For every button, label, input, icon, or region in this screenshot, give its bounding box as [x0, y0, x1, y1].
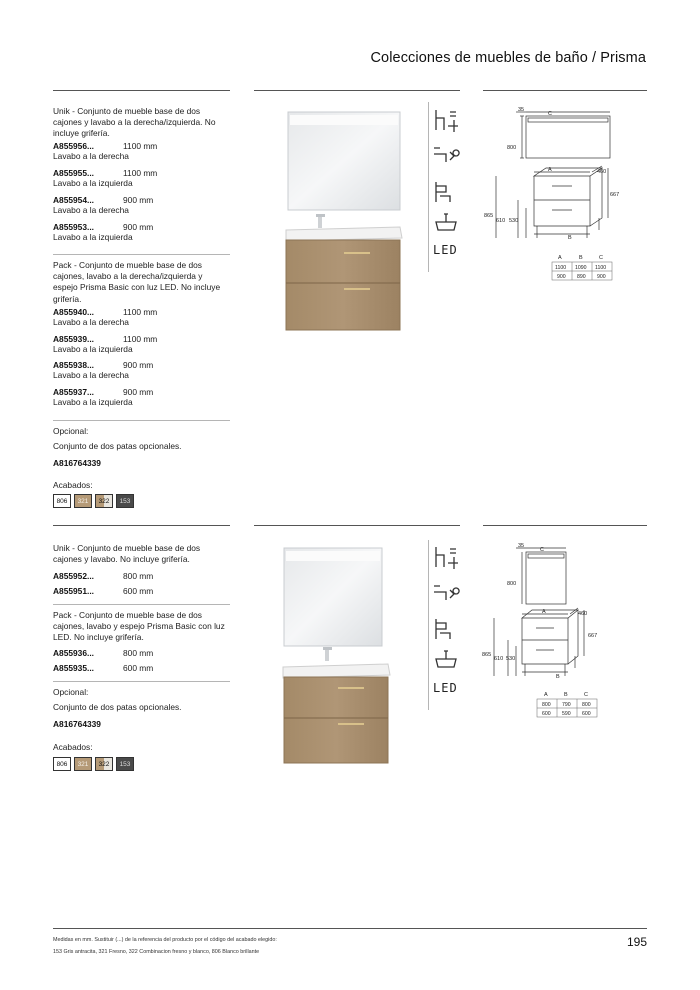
dim-label: C: [548, 111, 552, 117]
product-size: 1100 mm: [123, 307, 158, 317]
table-cell: 890: [577, 274, 586, 280]
wall-hung-icon: [432, 615, 460, 643]
drawer-runner-icon: [432, 108, 460, 136]
finishes-label: Acabados:: [53, 742, 93, 752]
product-description: [53, 543, 238, 565]
product-code: A855940...: [53, 307, 94, 317]
product-code: A855954...: [53, 195, 94, 205]
optional-label: Opcional:: [53, 687, 89, 697]
product-size: 900 mm: [123, 387, 154, 397]
table-cell: 900: [557, 274, 566, 280]
icon-column-divider: [428, 540, 429, 710]
section-divider: [254, 90, 460, 91]
led-icon: LED: [433, 243, 458, 257]
product-note: Lavabo a la izquierda: [53, 344, 133, 354]
description-line: grifería.: [53, 293, 82, 304]
product-size: 900 mm: [123, 195, 154, 205]
optional-label: Opcional:: [53, 426, 89, 436]
optional-description: Conjunto de dos patas opcionales.: [53, 441, 182, 451]
divider: [53, 420, 230, 421]
swatch-153: 153: [116, 757, 134, 771]
divider: [53, 681, 230, 682]
product-note: Lavabo a la derecha: [53, 205, 129, 215]
product-code: A855952...: [53, 571, 94, 581]
product-code: A855938...: [53, 360, 94, 370]
table-cell: 600: [542, 711, 551, 717]
led-icon: LED: [433, 681, 458, 695]
table-header: C: [599, 255, 603, 261]
product-size: 600 mm: [123, 663, 154, 673]
description-line: incluye grifería.: [53, 128, 110, 139]
dim-label: 35: [518, 107, 525, 113]
wall-hung-icon: [432, 178, 460, 206]
finish-swatches: [53, 757, 134, 771]
footer-legend: 153 Gris antracita, 321 Fresno, 322 Combinacion fresno y blanco, 806 Blanco brillante: [53, 949, 260, 955]
product-size: 800 mm: [123, 648, 154, 658]
table-cell: 590: [562, 711, 571, 717]
product-note: Lavabo a la izquierda: [53, 178, 133, 188]
dim-label: B: [568, 235, 572, 241]
product-note: Lavabo a la derecha: [53, 317, 129, 327]
table-cell: 600: [582, 711, 591, 717]
table-cell: 790: [562, 702, 571, 708]
basin-icon: [432, 210, 460, 238]
product-code: A855936...: [53, 648, 94, 658]
dim-label: A: [548, 167, 552, 173]
table-cell: 800: [542, 702, 551, 708]
description-line: Pack - Conjunto de mueble base de dos: [53, 260, 202, 270]
description-line: Unik - Conjunto de mueble base de dos: [53, 543, 201, 553]
table-header: A: [544, 692, 548, 698]
product-size: 1100 mm: [123, 334, 158, 344]
product-description: [53, 106, 238, 140]
icon-column-divider: [428, 102, 429, 272]
basin-icon: [432, 647, 460, 675]
technical-drawing-2: [482, 540, 652, 720]
dim-label: 35: [518, 543, 525, 549]
dim-label: 865: [482, 652, 492, 658]
product-code: A855939...: [53, 334, 94, 344]
product-code: A855951...: [53, 586, 94, 596]
dim-label: 610: [496, 218, 506, 224]
product-note: Lavabo a la derecha: [53, 370, 129, 380]
product-size: 1100 mm: [123, 168, 158, 178]
optional-code: A816764339: [53, 719, 101, 729]
section-divider: [483, 525, 647, 526]
soft-close-icon: [432, 142, 460, 170]
dim-label: 460: [597, 169, 607, 175]
divider: [53, 254, 230, 255]
swatch-153: 153: [116, 494, 134, 508]
product-note: Lavabo a la izquierda: [53, 397, 133, 407]
description-line: LED. No incluye grifería.: [53, 632, 144, 643]
table-cell: 900: [597, 274, 606, 280]
optional-description: Conjunto de dos patas opcionales.: [53, 702, 182, 712]
description-line: espejo Prisma Basic con luz LED. No incluye: [53, 282, 221, 293]
dim-label: 460: [578, 611, 588, 617]
dim-label: A: [542, 609, 546, 615]
description-line: Unik - Conjunto de mueble base de dos: [53, 106, 201, 116]
drawer-runner-icon: [432, 545, 460, 573]
product-image-unik-1100: [280, 110, 405, 335]
table-header: B: [579, 255, 583, 261]
swatch-806: 806: [53, 757, 71, 771]
product-size: 800 mm: [123, 571, 154, 581]
description-line: cajones, lavabo a la derecha/izquierda y: [53, 271, 203, 282]
dim-label: 530: [506, 656, 516, 662]
table-cell: 1100: [555, 265, 567, 271]
table-header: C: [584, 692, 588, 698]
product-code: A855955...: [53, 168, 94, 178]
section-divider: [254, 525, 460, 526]
divider: [53, 604, 230, 605]
description-line: cajones, lavabo y espejo Prisma Basic con luz: [53, 621, 225, 632]
product-size: 900 mm: [123, 222, 154, 232]
swatch-322: 322: [95, 494, 113, 508]
swatch-321: 321: [74, 757, 92, 771]
dim-label: C: [540, 547, 544, 553]
description-line: cajones y lavabo. No incluye grifería.: [53, 554, 190, 565]
table-header: A: [558, 255, 562, 261]
swatch-806: 806: [53, 494, 71, 508]
dim-label: 610: [494, 656, 504, 662]
description-line: cajones y lavabo a la derecha/izquierda. No: [53, 117, 216, 128]
table-cell: 1090: [575, 265, 587, 271]
dim-label: 865: [484, 213, 494, 219]
table-cell: 800: [582, 702, 591, 708]
dim-label: 530: [509, 218, 519, 224]
swatch-321: 321: [74, 494, 92, 508]
product-size: 1100 mm: [123, 141, 158, 151]
soft-close-icon: [432, 580, 460, 608]
description-line: Pack - Conjunto de mueble base de dos: [53, 610, 202, 620]
product-size: 900 mm: [123, 360, 154, 370]
product-description: [53, 610, 238, 644]
technical-drawing-1: [482, 104, 652, 284]
page-number: 195: [626, 935, 647, 949]
dim-label: 667: [610, 192, 620, 198]
dim-label: 800: [507, 145, 517, 151]
optional-code: A816764339: [53, 458, 101, 468]
product-code: A855935...: [53, 663, 94, 673]
product-note: Lavabo a la derecha: [53, 151, 129, 161]
product-code: A855937...: [53, 387, 94, 397]
finish-swatches: [53, 494, 134, 508]
swatch-322: 322: [95, 757, 113, 771]
product-code: A855956...: [53, 141, 94, 151]
dim-label: 667: [588, 633, 598, 639]
dim-label: 800: [507, 581, 517, 587]
footer-divider: [53, 928, 647, 929]
table-cell: 1100: [595, 265, 607, 271]
product-size: 600 mm: [123, 586, 154, 596]
finishes-label: Acabados:: [53, 480, 93, 490]
table-header: B: [564, 692, 568, 698]
product-note: Lavabo a la izquierda: [53, 232, 133, 242]
section-divider: [53, 90, 230, 91]
section-divider: [53, 525, 230, 526]
dim-label: B: [556, 674, 560, 680]
product-description: [53, 260, 238, 305]
product-code: A855953...: [53, 222, 94, 232]
page-title: Colecciones de muebles de baño / Prisma: [370, 50, 646, 66]
product-image-unik-800: [280, 545, 395, 765]
section-divider: [483, 90, 647, 91]
footer-note: Medidas en mm. Sustituir (...) de la referencia del producto por el código del acabado elegido:: [53, 937, 277, 943]
